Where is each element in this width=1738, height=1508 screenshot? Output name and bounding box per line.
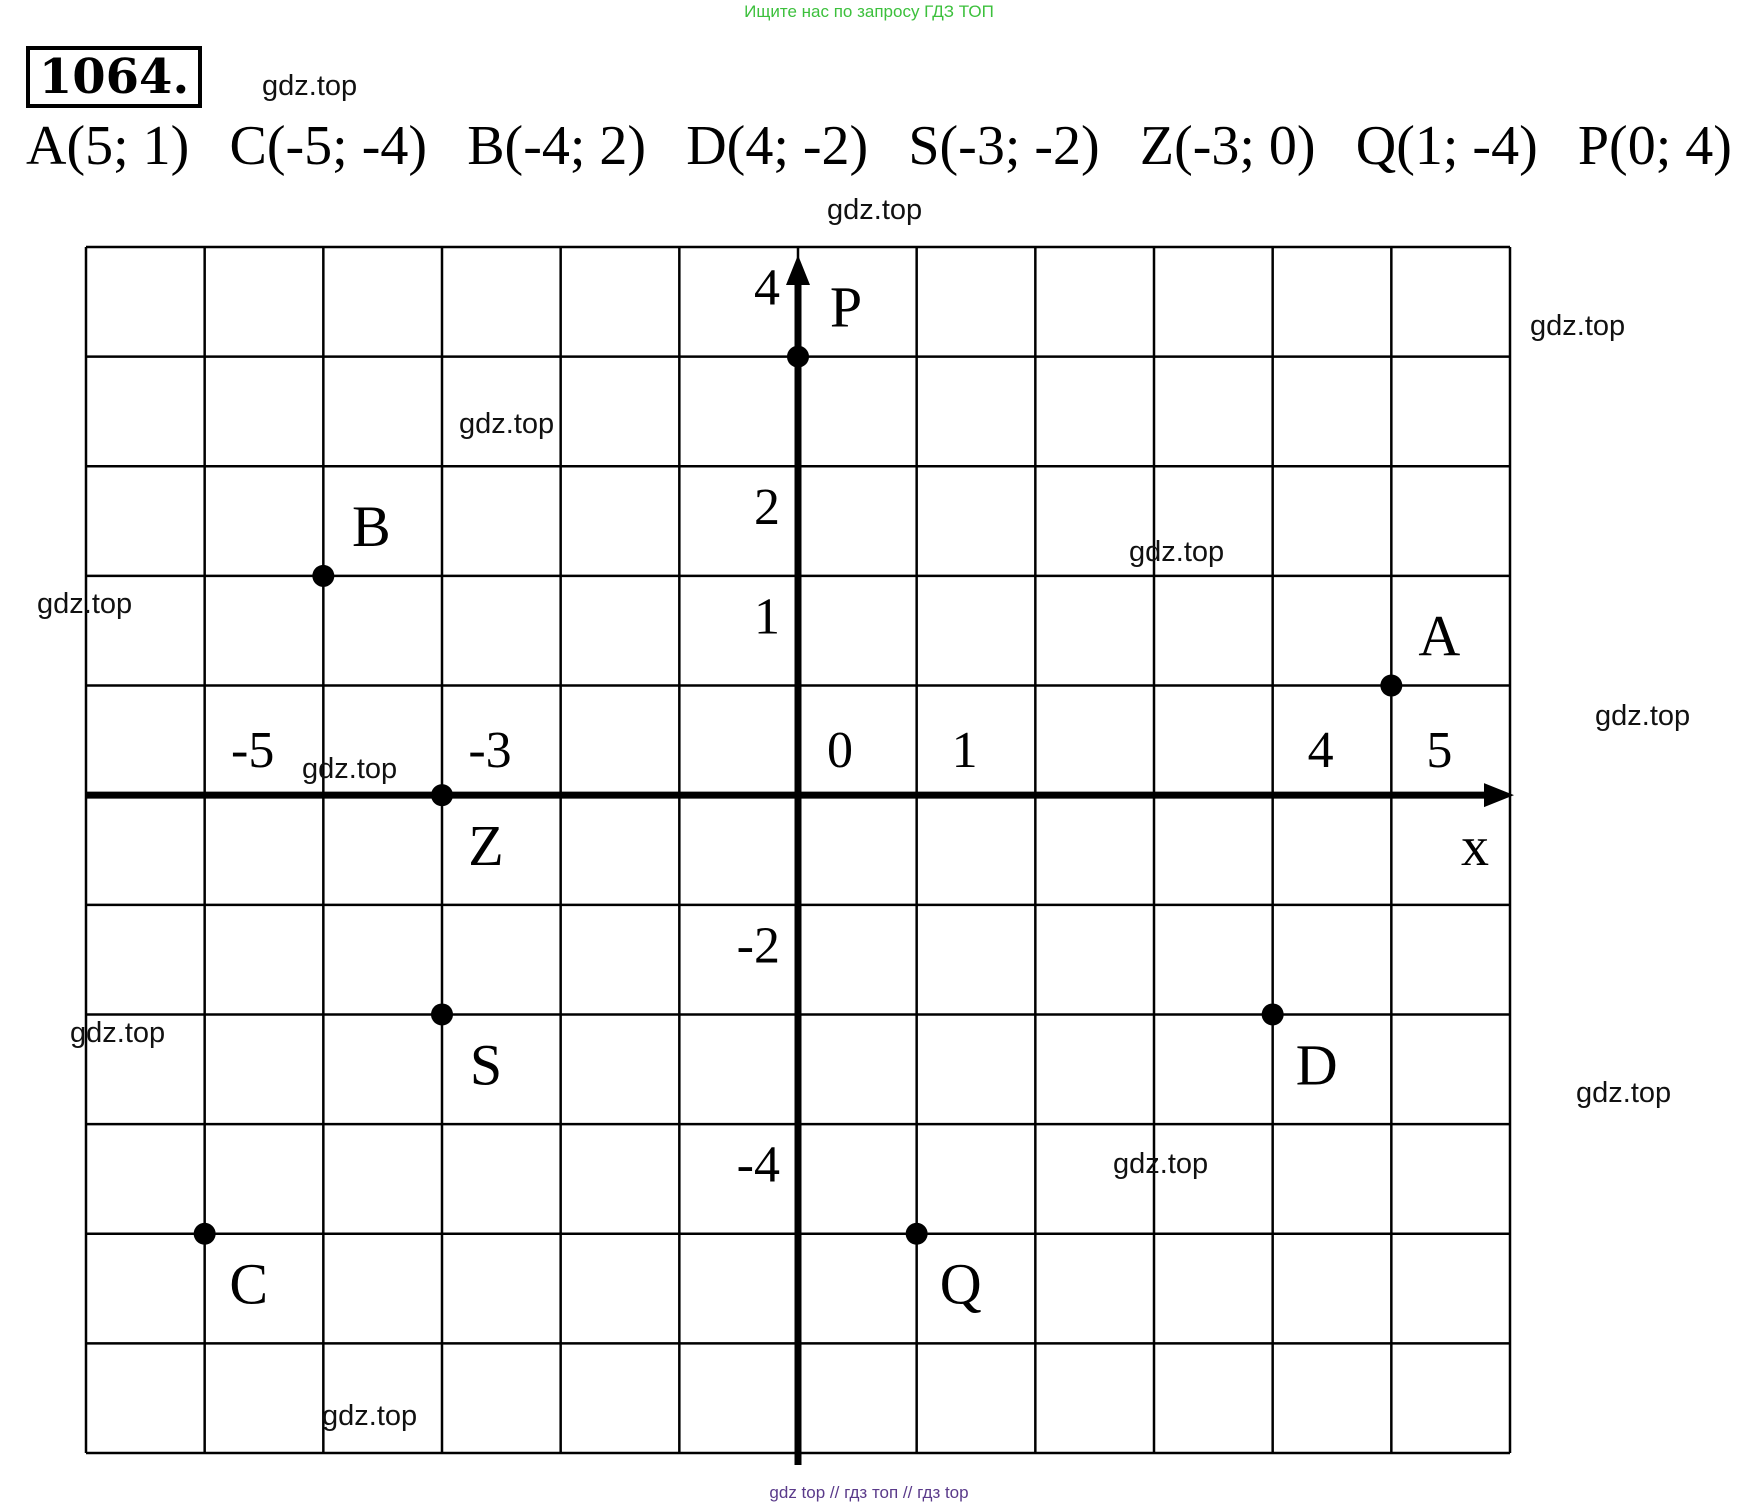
y-tick-label: -4 [736,1136,780,1194]
coordinate-item: S(-3; -2) [908,115,1100,177]
x-tick-label: -3 [468,722,512,780]
watermark: gdz.top [459,408,555,440]
point-label: Q [939,1251,982,1317]
coordinate-item: A(5; 1) [26,115,190,177]
bottom-banner: gdz top // гдз топ // гдз top [769,1483,969,1502]
data-point [787,346,809,368]
data-point [906,1223,928,1245]
watermark: gdz.top [1576,1077,1672,1109]
data-point [1262,1003,1284,1025]
point-label: C [229,1251,269,1317]
watermark: gdz.top [322,1400,418,1432]
watermark: gdz.top [37,588,133,620]
y-tick-label: 1 [754,588,780,646]
point-label: P [829,274,863,340]
coordinate-item: P(0; 4) [1577,115,1732,177]
y-axis-arrow [786,255,810,285]
data-point [431,1003,453,1025]
task-number: 1064. [26,46,202,108]
x-tick-label: 5 [1426,722,1453,780]
watermark: gdz.top [70,1017,166,1049]
watermark: gdz.top [262,70,358,102]
data-point [194,1223,216,1245]
y-tick-label: -2 [736,917,780,975]
point-label: Z [468,813,504,879]
x-tick-label: 0 [827,722,853,780]
x-tick-label: -5 [231,722,275,780]
watermark: gdz.top [302,753,398,785]
x-tick-label: 4 [1307,722,1334,780]
point-label: S [469,1032,503,1098]
coordinate-item: Z(-3; 0) [1139,115,1316,177]
watermark: gdz.top [1530,310,1626,342]
watermark: gdz.top [1113,1148,1209,1180]
point-label: B [351,493,391,559]
point-label: D [1295,1032,1338,1098]
data-point [1380,675,1402,697]
coordinate-item: Q(1; -4) [1355,115,1538,177]
watermark: gdz.top [1595,700,1691,732]
y-tick-label: 4 [754,259,780,317]
top-banner: Ищите нас по запросу ГДЗ ТОП [744,2,994,21]
coordinate-item: C(-5; -4) [229,115,427,177]
y-tick-label: 2 [754,478,780,536]
point-label: A [1418,603,1461,669]
coordinate-item: B(-4; 2) [467,115,647,177]
x-axis-label: x [1461,816,1489,879]
coordinate-item: D(4; -2) [686,115,869,177]
x-tick-label: 1 [951,722,978,780]
watermark: gdz.top [1129,536,1225,568]
data-point [431,784,453,806]
watermark: gdz.top [827,194,923,226]
data-point [312,565,334,587]
